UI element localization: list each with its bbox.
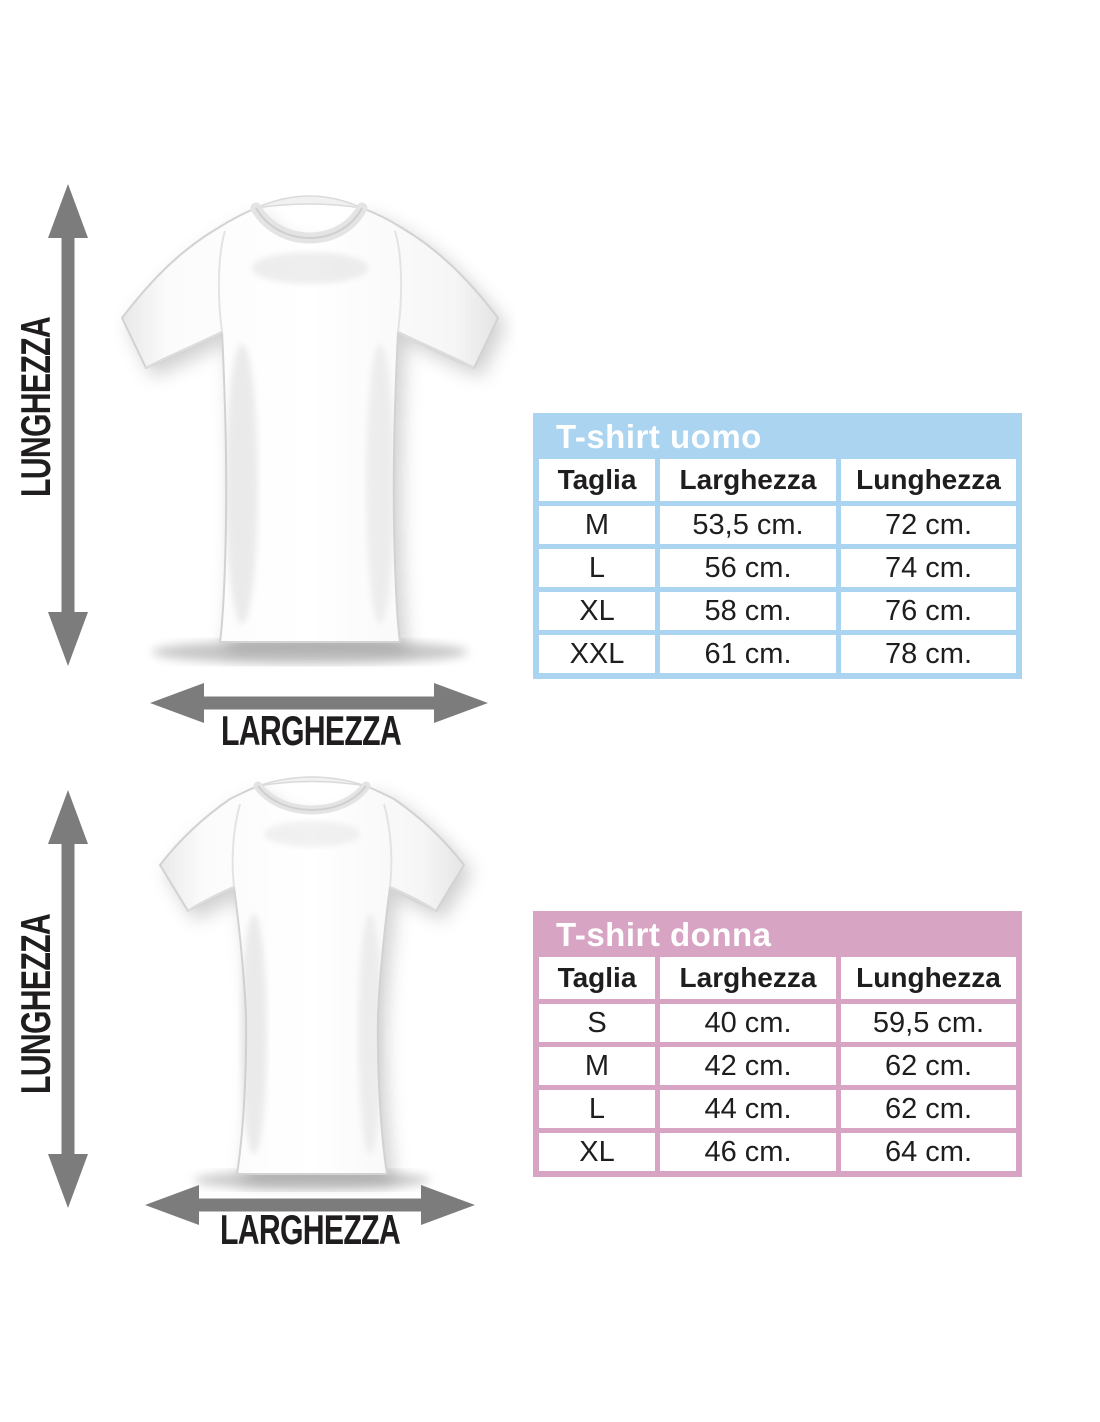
tshirt-uomo-image: [104, 184, 516, 670]
women-column-header-taglia: Taglia: [539, 957, 655, 999]
women-column-header-larghezza: Larghezza: [660, 957, 836, 999]
men-cell-xl-lunghezza: 76 cm.: [841, 592, 1016, 630]
right-side-shade: [358, 914, 382, 1154]
left-side-shade: [241, 914, 267, 1154]
left-side-shade: [226, 344, 258, 624]
men-table-title: T-shirt uomo: [556, 418, 762, 455]
men-cell-m-lunghezza: 72 cm.: [841, 506, 1016, 544]
women-size-table: [533, 911, 1022, 1177]
men-size-table: [533, 413, 1022, 679]
women-table-grid: [539, 957, 1016, 1171]
men-cell-m-larghezza: 53,5 cm.: [660, 506, 836, 544]
men-cell-l-taglia: L: [539, 549, 655, 587]
men-cell-xxl-lunghezza: 78 cm.: [841, 635, 1016, 673]
women-cell-m-lunghezza: 62 cm.: [841, 1047, 1016, 1085]
tshirt-donna-image: [130, 764, 494, 1196]
men-table-grid: [539, 459, 1016, 673]
women-cell-l-larghezza: 44 cm.: [660, 1090, 836, 1128]
men-cell-xxl-taglia: XXL: [539, 635, 655, 673]
arrow-shaft: [62, 232, 75, 618]
chest-shade: [252, 252, 368, 284]
men-cell-l-larghezza: 56 cm.: [660, 549, 836, 587]
back-collar: [256, 196, 362, 208]
men-column-header-lunghezza: Lunghezza: [841, 459, 1016, 501]
chest-shade: [264, 821, 360, 847]
women-table-title: T-shirt donna: [556, 916, 772, 953]
men-column-header-larghezza: Larghezza: [660, 459, 836, 501]
women-cell-xl-taglia: XL: [539, 1133, 655, 1171]
men-cell-l-lunghezza: 74 cm.: [841, 549, 1016, 587]
women-cell-s-lunghezza: 59,5 cm.: [841, 1004, 1016, 1042]
women-cell-xl-larghezza: 46 cm.: [660, 1133, 836, 1171]
back-collar: [258, 777, 366, 786]
arrow-shaft: [62, 838, 75, 1160]
women-cell-m-larghezza: 42 cm.: [660, 1047, 836, 1085]
arrowhead-down: [48, 1154, 88, 1208]
men-column-header-taglia: Taglia: [539, 459, 655, 501]
men-lunghezza-label: LUNGHEZZA: [12, 317, 59, 497]
women-cell-l-taglia: L: [539, 1090, 655, 1128]
men-cell-m-taglia: M: [539, 506, 655, 544]
women-lunghezza-label: LUNGHEZZA: [12, 914, 59, 1094]
women-cell-s-larghezza: 40 cm.: [660, 1004, 836, 1042]
arrowhead-up: [48, 184, 88, 238]
right-side-shade: [366, 344, 394, 624]
arrowhead-up: [48, 790, 88, 844]
women-cell-xl-lunghezza: 64 cm.: [841, 1133, 1016, 1171]
arrowhead-down: [48, 612, 88, 666]
men-cell-xl-taglia: XL: [539, 592, 655, 630]
men-cell-xxl-larghezza: 61 cm.: [660, 635, 836, 673]
women-column-header-lunghezza: Lunghezza: [841, 957, 1016, 999]
women-cell-s-taglia: S: [539, 1004, 655, 1042]
women-cell-m-taglia: M: [539, 1047, 655, 1085]
men-cell-xl-larghezza: 58 cm.: [660, 592, 836, 630]
arrowhead-right: [434, 683, 488, 723]
ground-shadow: [152, 640, 468, 664]
women-cell-l-lunghezza: 62 cm.: [841, 1090, 1016, 1128]
women-larghezza-label: LARGHEZZA: [220, 1206, 400, 1253]
men-larghezza-label: LARGHEZZA: [221, 707, 401, 754]
